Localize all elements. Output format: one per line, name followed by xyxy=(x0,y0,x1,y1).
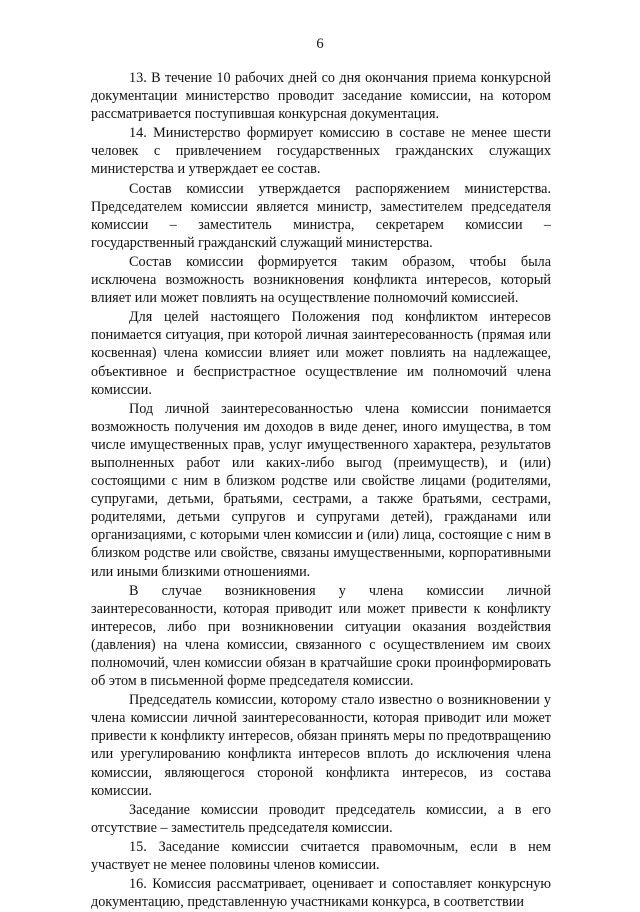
paragraph-member-obligation: В случае возникновения у члена комиссии личной заинтересованности, которая приводит или может привести к конфликту интересов, либо при возникновении ситуации оказания воздействия (давления) на члена комиссии, связанного с осуществлением им своих полномочий, член комиссии обязан в кратчайшие сроки проинформировать об этом в письменной форме председателя комиссии. xyxy=(91,582,551,690)
paragraph-15: 15. Заседание комиссии считается правомочным, если в нем участвует не менее половины членов комиссии. xyxy=(91,838,551,874)
page-number: 6 xyxy=(316,36,324,52)
document-body xyxy=(91,69,551,912)
paragraph-conflict-exclusion: Состав комиссии формируется таким образом, чтобы была исключена возможность возникновения конфликта интересов, который влияет или может повлиять на осуществление полномочий комиссией. xyxy=(91,253,551,307)
paragraph-chairman-measures: Председатель комиссии, которому стало известно о возникновении у члена комиссии личной заинтересованности, которая приводит или может привести к конфликту интересов, обязан принять меры по предотвращению или урегулированию конфликта интересов вплоть до исключения члена комиссии, являющегося стороной конфликта интересов, из состава комиссии. xyxy=(91,692,551,799)
paragraph-14: 14. Министерство формирует комиссию в составе не менее шести человек с привлечением государственных гражданских служащих министерства и утверждает ее состав. xyxy=(91,125,551,178)
paragraph-commission-composition: Состав комиссии утверждается распоряжением министерства. Председателем комиссии является министр, заместителем председателя комиссии – заместитель министра, секретарем комиссии – государственный гражданский служащий министерства. xyxy=(91,180,551,251)
paragraph-16: 16. Комиссия рассматривает, оценивает и сопоставляет конкурсную документацию, представленную участниками конкурса, в соответствии xyxy=(91,876,551,911)
paragraph-meeting-chair: Заседание комиссии проводит председатель комиссии, а в его отсутствие – заместитель председателя комиссии. xyxy=(91,801,551,836)
paragraph-13: 13. В течение 10 рабочих дней со дня окончания приема конкурсной документации министерство проводит заседание комиссии, на котором рассматривается поступившая конкурсная документация. xyxy=(91,70,551,123)
paragraph-conflict-definition: Для целей настоящего Положения под конфликтом интересов понимается ситуация, при которой личная заинтересованность (прямая или косвенная) члена комиссии влияет или может повлиять на надлежащее, объективное и беспристрастное осуществление им полномочий члена комиссии. xyxy=(91,309,551,398)
paragraph-personal-interest: Под личной заинтересованностью члена комиссии понимается возможность получения им доходов в виде денег, иного имущества, в том числе имущественных прав, услуг имущественного характера, результатов выполненных работ или каких-либо выгод (преимуществ), и (или) состоящими с ним в близком родстве или свойстве лицами (родителями, супругами, детьми, братьями, сестрами, а также братьями, сестрами, родителями, детьми супругов и супругами детей), гражданами или организациями, с которыми член комиссии и (или) лица, состоящие с ним в близком родстве или свойстве, связаны имущественными, корпоративными или иными близкими отношениями. xyxy=(91,400,551,580)
